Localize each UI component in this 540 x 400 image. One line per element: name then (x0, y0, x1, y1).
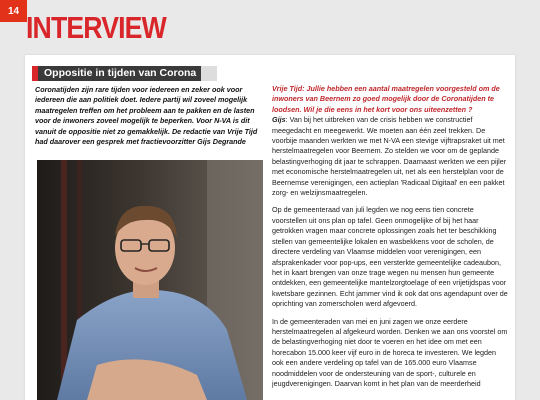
article-intro: Coronatijden zijn rare tijden voor iedereen en zeker ook voor iedereen die aan politiek doet. Iedere partij wil zoveel mogelijk maatregelen treffen om het probleem aan te pakken en de lasten voor de inwoners zoveel mogelijk te beperken. Voor N-VA is dit vanuit de oppositie niet zo gemakkelijk. De redactie van Vrije Tijd had daarover een gesprek met fractievoorzitter Gijs Degrande (35, 85, 258, 147)
interview-question: Vrije Tijd: Jullie hebben een aantal maatregelen voorgesteld om de inwoners van Beernem zo goed mogelijk door de Coronatijden te loodsen. Wil je die eens in het kort voor ons uiteenzetten ? (272, 84, 500, 114)
article-card (25, 55, 515, 400)
interview-photo (37, 160, 263, 400)
section-title: INTERVIEW (26, 10, 166, 45)
article-heading: Oppositie in tijden van Corona (38, 66, 201, 81)
answer-paragraph: : Van bij het uitbreken van de crisis hebben we constructief meegedacht en meegewerkt. We moeten aan één zeel trekken. De voorbije maanden werkten we met N-VA een stevige vijftrapsraket uit met herstelmaatregelen voor Beernem. Zo stelden we voor om de geplande belastingverhoging dit jaar te schrappen. Daarnaast werkten we een pijler met economische herstelmaatregelen uit, net als een herstelplan voor de Beernemse verenigingen, een actieplan 'Radicaal Digitaal' en een pakket zorg- en welzijnsmaatregelen. (272, 115, 507, 198)
speaker-name: Gijs (272, 115, 286, 125)
body-paragraph: Op de gemeenteraad van juli legden we nog eens tien concrete voorstellen uit ons plan op tafel. Geen onmogelijke of bij het haar getrokken vragen maar concrete oplossingen zoals het ter beschikking stellen van gemeentelijke lokalen en wasbekkens voor de scholen, de directere verdeling van Vlaamse middelen voor verenigingen, een afsprakenkader voor pop-ups, een versterkte gemeentelijke cadeaubon, het in kaart brengen van onze trage wegen nu mensen hun gemeente ontdekken, een gemeentelijke mantelzorgtoelage of een vrijetijdspas voor kwetsbare gezinnen. Echt jammer vind ik ook dat ons agendapunt over de oprichting van zomerscholen werd afgevoerd. (272, 205, 508, 309)
article-heading-tag (32, 66, 217, 81)
article-body (272, 84, 508, 396)
body-paragraph: In de gemeenteraden van mei en juni zagen we onze eerdere herstelmaatregelen al afgekeurd worden. Denken we aan ons voorstel om de belastingverhoging niet door te voeren en het idee om met een horecabon 15.000 keer vijf euro in de horeca te investeren. We legden ook een andere verdeling op tafel van de 165.000 euro Vlaamse noodmiddelen voor de ondersteuning van de sport-, culturele en jeugdverenigingen. Daarvan komt in het plan van de meerderheid (272, 316, 508, 388)
page-number: 14 (0, 0, 27, 22)
